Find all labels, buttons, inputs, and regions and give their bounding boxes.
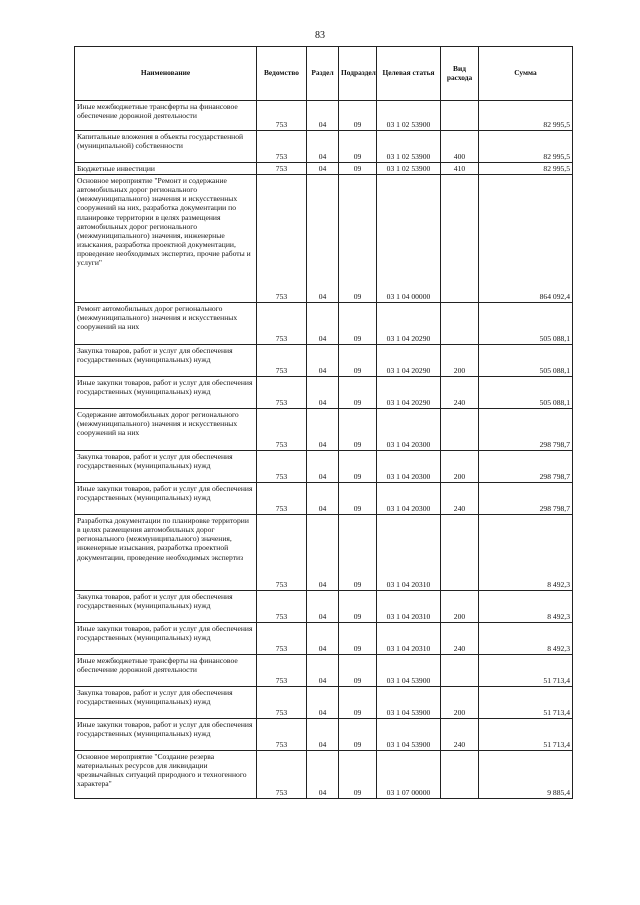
row-amount: 9 885,4 (479, 751, 573, 799)
row-ministry: 753 (257, 409, 307, 451)
table-row (75, 591, 573, 623)
row-section: 04 (307, 303, 339, 345)
table-row (75, 131, 573, 163)
row-ministry: 753 (257, 303, 307, 345)
row-name: Иные закупки товаров, работ и услуг для обеспечения государственных (муниципальных) нужд (75, 483, 257, 515)
row-ministry: 753 (257, 131, 307, 163)
row-target: 03 1 04 20310 (377, 623, 441, 655)
row-target: 03 1 04 20290 (377, 345, 441, 377)
row-amount: 8 492,3 (479, 515, 573, 591)
header-expense-type: Вид расхода (441, 47, 479, 101)
row-section: 04 (307, 687, 339, 719)
row-ministry: 753 (257, 377, 307, 409)
row-expense-type: 240 (441, 623, 479, 655)
header-ministry: Ведомство (257, 47, 307, 101)
row-target: 03 1 07 00000 (377, 751, 441, 799)
row-expense-type (441, 175, 479, 303)
row-amount: 51 713,4 (479, 687, 573, 719)
row-name: Иные закупки товаров, работ и услуг для обеспечения государственных (муниципальных) нужд (75, 623, 257, 655)
row-name: Закупка товаров, работ и услуг для обеспечения государственных (муниципальных) нужд (75, 345, 257, 377)
row-section: 04 (307, 655, 339, 687)
row-section: 04 (307, 719, 339, 751)
header-section: Раздел (307, 47, 339, 101)
row-expense-type: 200 (441, 451, 479, 483)
row-target: 03 1 04 20310 (377, 515, 441, 591)
table-row (75, 303, 573, 345)
row-name: Основное мероприятие "Ремонт и содержание автомобильных дорог регионального (межмуниципального) значения и искусственных сооружений на них, разработка документации по планировке территории в целях размещения автомобильных дорог регионального (межмуниципального) значения, инженерные изыскания, разработка проектной документации, проведение необходимых экспертиз, прочие работы и услуги" (75, 175, 257, 303)
row-ministry: 753 (257, 719, 307, 751)
row-section: 04 (307, 751, 339, 799)
row-expense-type (441, 303, 479, 345)
row-name: Содержание автомобильных дорог регионального (межмуниципального) значения и искусственных сооружений на них (75, 409, 257, 451)
row-subsection: 09 (339, 377, 377, 409)
row-name: Иные межбюджетные трансферты на финансовое обеспечение дорожной деятельности (75, 101, 257, 131)
row-amount: 298 798,7 (479, 409, 573, 451)
row-subsection: 09 (339, 483, 377, 515)
row-target: 03 1 04 20300 (377, 451, 441, 483)
row-amount: 82 995,5 (479, 101, 573, 131)
table-row (75, 655, 573, 687)
row-ministry: 753 (257, 451, 307, 483)
row-expense-type: 240 (441, 377, 479, 409)
row-target: 03 1 04 53900 (377, 687, 441, 719)
row-ministry: 753 (257, 515, 307, 591)
row-section: 04 (307, 175, 339, 303)
row-name: Разработка документации по планировке территории в целях размещения автомобильных дорог регионального (межмуниципального) значения, инженерные изыскания, разработка проектной документации, проведение необходимых экспертиз (75, 515, 257, 591)
row-subsection: 09 (339, 623, 377, 655)
header-amount: Сумма (479, 47, 573, 101)
row-subsection: 09 (339, 345, 377, 377)
row-section: 04 (307, 623, 339, 655)
row-ministry: 753 (257, 175, 307, 303)
row-subsection: 09 (339, 303, 377, 345)
row-subsection: 09 (339, 655, 377, 687)
header-target: Целевая статья (377, 47, 441, 101)
row-section: 04 (307, 515, 339, 591)
row-expense-type (441, 655, 479, 687)
header-name: Наименование (75, 47, 257, 101)
row-expense-type: 400 (441, 131, 479, 163)
table-row (75, 451, 573, 483)
row-name: Иные межбюджетные трансферты на финансовое обеспечение дорожной деятельности (75, 655, 257, 687)
row-subsection: 09 (339, 515, 377, 591)
row-amount: 864 092,4 (479, 175, 573, 303)
row-expense-type (441, 515, 479, 591)
row-subsection: 09 (339, 687, 377, 719)
row-section: 04 (307, 409, 339, 451)
row-section: 04 (307, 101, 339, 131)
row-subsection: 09 (339, 101, 377, 131)
row-target: 03 1 02 53900 (377, 131, 441, 163)
row-subsection: 09 (339, 719, 377, 751)
row-expense-type (441, 751, 479, 799)
row-ministry: 753 (257, 623, 307, 655)
row-name: Иные закупки товаров, работ и услуг для обеспечения государственных (муниципальных) нужд (75, 719, 257, 751)
row-ministry: 753 (257, 483, 307, 515)
row-name: Закупка товаров, работ и услуг для обеспечения государственных (муниципальных) нужд (75, 687, 257, 719)
row-amount: 8 492,3 (479, 623, 573, 655)
budget-table (74, 46, 573, 799)
table-header-row (75, 47, 573, 101)
row-name: Капитальные вложения в объекты государственной (муниципальной) собственности (75, 131, 257, 163)
row-amount: 505 088,1 (479, 345, 573, 377)
row-ministry: 753 (257, 591, 307, 623)
table-row (75, 101, 573, 131)
table-row (75, 345, 573, 377)
row-section: 04 (307, 451, 339, 483)
row-section: 04 (307, 131, 339, 163)
row-name: Основное мероприятие "Создание резерва материальных ресурсов для ликвидации чрезвычайных ситуаций природного и техногенного характера" (75, 751, 257, 799)
row-target: 03 1 04 20310 (377, 591, 441, 623)
row-expense-type: 240 (441, 483, 479, 515)
row-ministry: 753 (257, 687, 307, 719)
row-amount: 505 088,1 (479, 303, 573, 345)
row-subsection: 09 (339, 591, 377, 623)
row-target: 03 1 04 00000 (377, 175, 441, 303)
row-expense-type: 410 (441, 163, 479, 175)
row-target: 03 1 04 20300 (377, 483, 441, 515)
row-target: 03 1 04 20290 (377, 303, 441, 345)
row-ministry: 753 (257, 751, 307, 799)
page-number: 83 (315, 30, 325, 41)
row-target: 03 1 02 53900 (377, 101, 441, 131)
row-expense-type (441, 101, 479, 131)
header-subsection: Подраздел (339, 47, 377, 101)
row-name: Закупка товаров, работ и услуг для обеспечения государственных (муниципальных) нужд (75, 451, 257, 483)
table-row (75, 409, 573, 451)
table-row (75, 687, 573, 719)
row-amount: 298 798,7 (479, 451, 573, 483)
table-row (75, 515, 573, 591)
row-subsection: 09 (339, 751, 377, 799)
table-row (75, 719, 573, 751)
row-name: Закупка товаров, работ и услуг для обеспечения государственных (муниципальных) нужд (75, 591, 257, 623)
row-name: Ремонт автомобильных дорог регионального (межмуниципального) значения и искусственных сооружений на них (75, 303, 257, 345)
row-expense-type: 240 (441, 719, 479, 751)
row-name: Иные закупки товаров, работ и услуг для обеспечения государственных (муниципальных) нужд (75, 377, 257, 409)
row-amount: 8 492,3 (479, 591, 573, 623)
row-section: 04 (307, 377, 339, 409)
table-row (75, 175, 573, 303)
row-expense-type: 200 (441, 591, 479, 623)
row-section: 04 (307, 591, 339, 623)
row-amount: 298 798,7 (479, 483, 573, 515)
row-ministry: 753 (257, 345, 307, 377)
row-amount: 82 995,5 (479, 131, 573, 163)
row-target: 03 1 04 20300 (377, 409, 441, 451)
row-subsection: 09 (339, 163, 377, 175)
row-target: 03 1 04 53900 (377, 719, 441, 751)
row-ministry: 753 (257, 655, 307, 687)
row-ministry: 753 (257, 163, 307, 175)
row-subsection: 09 (339, 451, 377, 483)
row-name: Бюджетные инвестиции (75, 163, 257, 175)
row-amount: 51 713,4 (479, 655, 573, 687)
table-row (75, 483, 573, 515)
table-row (75, 377, 573, 409)
row-amount: 51 713,4 (479, 719, 573, 751)
table-row (75, 163, 573, 175)
row-expense-type: 200 (441, 687, 479, 719)
row-section: 04 (307, 345, 339, 377)
row-target: 03 1 02 53900 (377, 163, 441, 175)
row-section: 04 (307, 163, 339, 175)
row-amount: 82 995,5 (479, 163, 573, 175)
row-subsection: 09 (339, 409, 377, 451)
row-subsection: 09 (339, 175, 377, 303)
row-target: 03 1 04 20290 (377, 377, 441, 409)
row-amount: 505 088,1 (479, 377, 573, 409)
row-target: 03 1 04 53900 (377, 655, 441, 687)
row-section: 04 (307, 483, 339, 515)
table-row (75, 751, 573, 799)
row-ministry: 753 (257, 101, 307, 131)
table-row (75, 623, 573, 655)
row-expense-type: 200 (441, 345, 479, 377)
row-expense-type (441, 409, 479, 451)
row-subsection: 09 (339, 131, 377, 163)
